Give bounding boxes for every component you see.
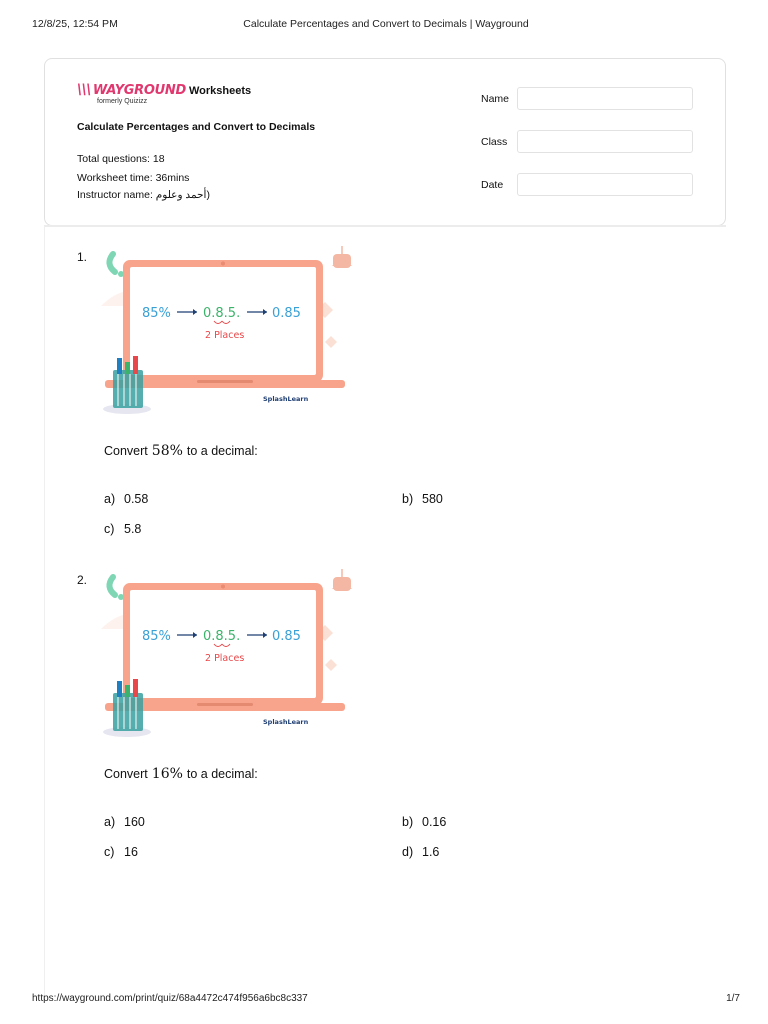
option-text: 0.16 [422, 815, 447, 829]
illus-step-3: 0.85 [272, 306, 301, 321]
print-url: https://wayground.com/print/quiz/68a4472c474f956a6bc8c337 [32, 993, 308, 1004]
question-prompt [104, 766, 258, 782]
illus-step-2: 0.8.5. [203, 629, 241, 644]
option-text: 1.6 [422, 845, 440, 859]
prompt-math: 16% [151, 766, 183, 782]
page-border [44, 226, 45, 996]
instructor-name: Instructor name: أحمد وعلوم) [77, 189, 210, 201]
worksheet-time: Worksheet time: 36mins [77, 172, 190, 184]
illus-step-3: 0.85 [272, 629, 301, 644]
option-a[interactable] [104, 492, 148, 506]
option-text: 16 [124, 845, 138, 859]
option-text: 580 [422, 492, 443, 506]
print-footer [32, 993, 740, 1007]
class-label: Class [481, 136, 508, 148]
illus-note: 2 Places [205, 653, 245, 664]
worksheet-header-card [44, 58, 726, 226]
option-text: 0.58 [124, 492, 149, 506]
splashlearn-logo: SplashLearn [263, 395, 309, 403]
option-letter: d) [402, 845, 414, 859]
wayground-logo [77, 81, 277, 111]
total-questions: Total questions: 18 [77, 153, 165, 165]
question-illustration [101, 569, 353, 737]
question-number: 1. [77, 250, 88, 264]
option-c[interactable] [104, 522, 141, 536]
laptop-percent-illustration [101, 569, 353, 739]
illus-step-1: 85% [142, 629, 171, 644]
splashlearn-logo: SplashLearn [263, 718, 309, 726]
prompt-text-after: to a decimal: [186, 444, 258, 458]
option-letter: c) [104, 522, 115, 536]
date-label: Date [481, 179, 504, 191]
logo-word: WAYGROUND [92, 82, 186, 98]
date-field[interactable] [517, 173, 693, 196]
name-field[interactable] [517, 87, 693, 110]
name-label: Name [481, 93, 510, 105]
page-counter: 1/7 [726, 993, 740, 1004]
option-letter: b) [402, 815, 414, 829]
question-prompt [104, 443, 258, 459]
option-a[interactable] [104, 815, 145, 829]
option-letter: a) [104, 492, 116, 506]
product-name: Worksheets [189, 85, 252, 97]
header-divider [44, 225, 726, 227]
option-b[interactable] [402, 492, 443, 506]
question-illustration [101, 246, 353, 414]
illus-step-1: 85% [142, 306, 171, 321]
option-letter: c) [104, 845, 115, 859]
print-header [32, 18, 740, 32]
logo-mark: \\\ [77, 82, 91, 98]
class-field[interactable] [517, 130, 693, 153]
prompt-text-after: to a decimal: [186, 767, 258, 781]
laptop-percent-illustration [101, 246, 353, 416]
prompt-text-before: Convert [104, 444, 148, 458]
brand-logo [77, 81, 186, 99]
illus-note: 2 Places [205, 330, 245, 341]
prompt-text-before: Convert [104, 767, 148, 781]
print-page-title: Calculate Percentages and Convert to Decimals | Wayground [243, 18, 529, 30]
option-c[interactable] [104, 845, 138, 859]
option-text: 160 [124, 815, 145, 829]
print-datetime: 12/8/25, 12:54 PM [32, 18, 118, 30]
option-b[interactable] [402, 815, 446, 829]
option-letter: b) [402, 492, 414, 506]
prompt-math: 58% [151, 443, 183, 459]
illus-step-2: 0.8.5. [203, 306, 241, 321]
worksheet-title: Calculate Percentages and Convert to Decimals [77, 121, 316, 133]
question-number: 2. [77, 573, 88, 587]
logo-subtitle: formerly Quizizz [97, 98, 148, 105]
option-text: 5.8 [124, 522, 142, 536]
option-d[interactable] [402, 845, 439, 859]
option-letter: a) [104, 815, 116, 829]
